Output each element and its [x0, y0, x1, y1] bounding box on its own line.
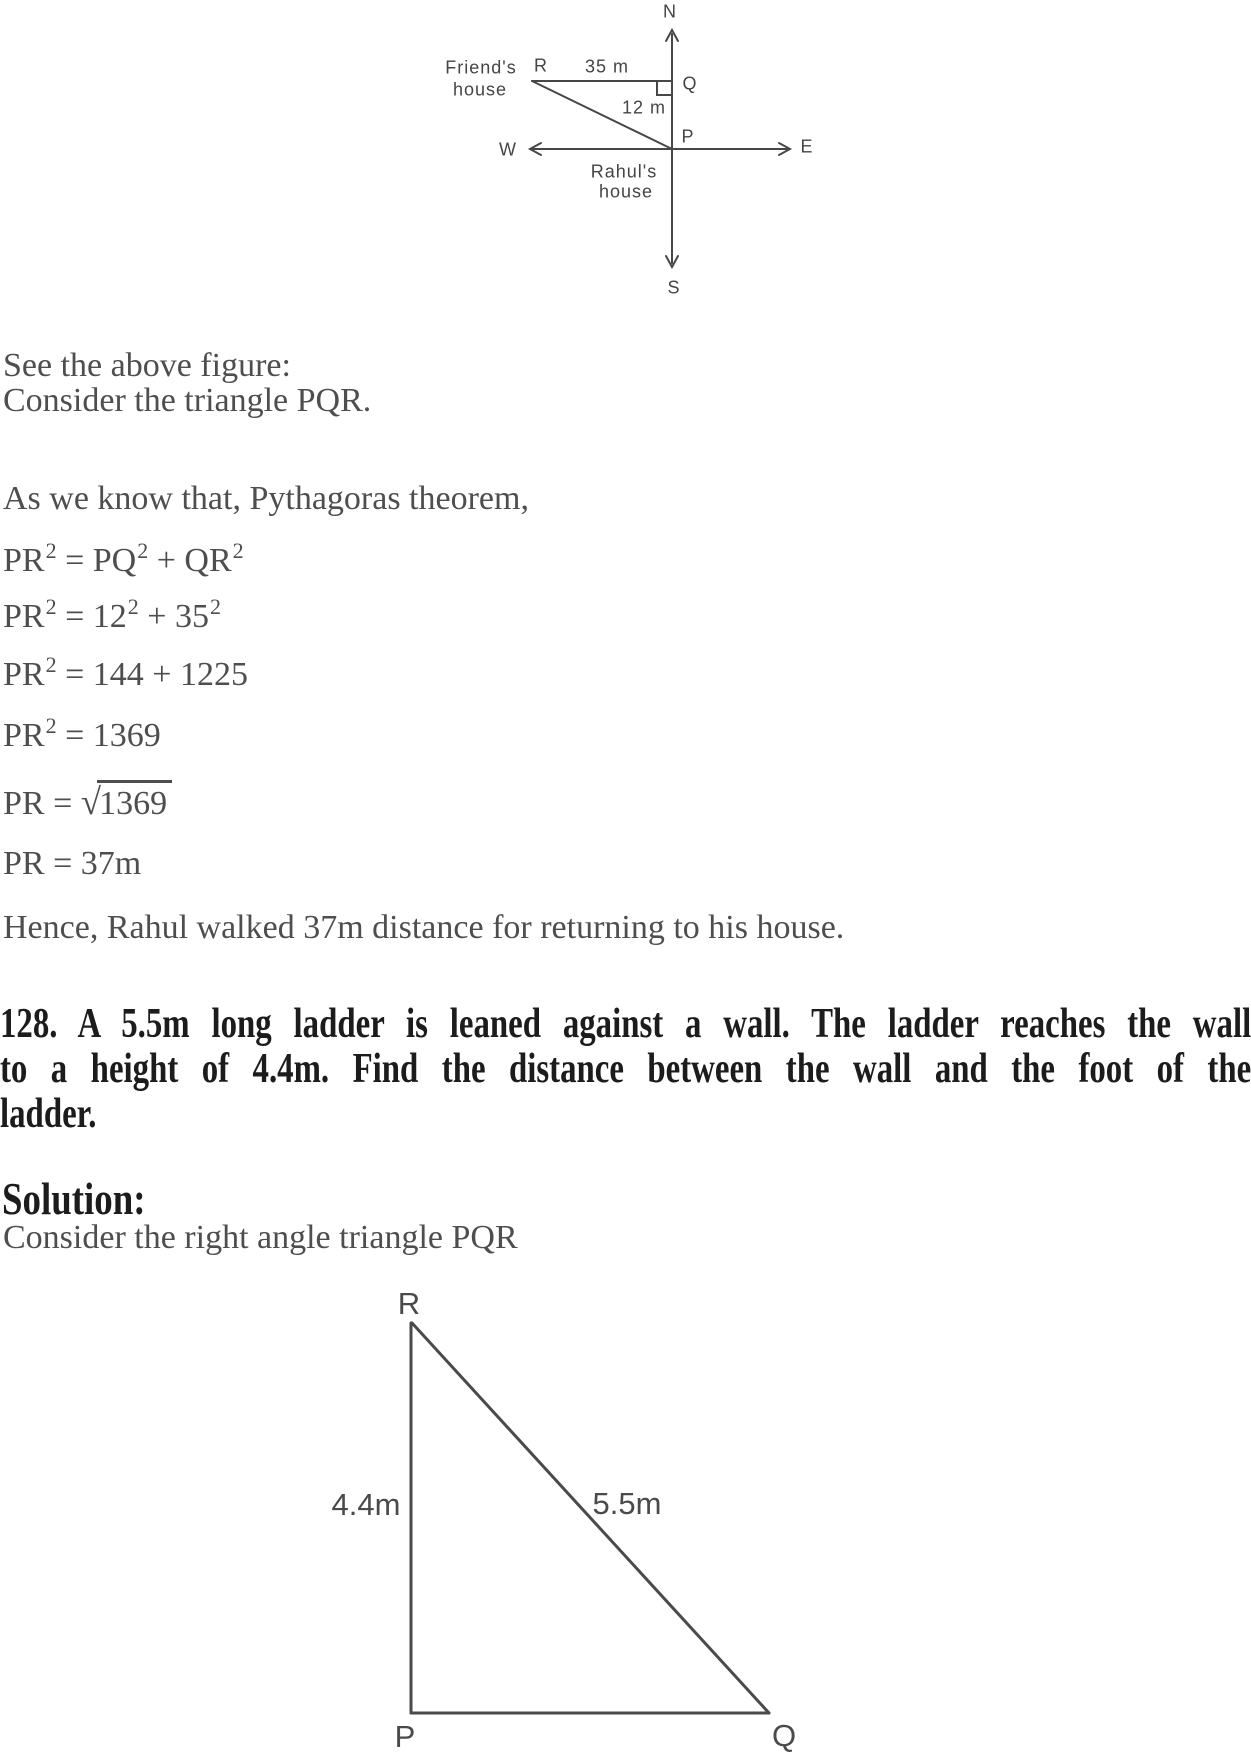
consider-triangle-line: Consider the triangle PQR.: [3, 382, 372, 419]
eq-term: + QR: [148, 542, 232, 579]
equation-substitution: [3, 594, 221, 638]
equation-pythagoras: [3, 538, 244, 582]
solution-heading: Solution:: [2, 1174, 146, 1224]
equation-result: PR = 37m: [3, 845, 142, 882]
eq-exponent: 2: [45, 594, 57, 619]
east-label: E: [800, 136, 814, 157]
eq-exponent: 2: [45, 713, 57, 738]
triangle-point-r-label: R: [397, 1286, 421, 1321]
eq-term: = PQ: [56, 542, 137, 579]
heading-line-3: ladder.: [0, 1091, 97, 1137]
eq-exponent: 2: [209, 594, 221, 619]
compass-figure-lines: [530, 30, 790, 267]
eq-exponent: 2: [232, 538, 244, 563]
hypotenuse-label: 5.5m: [592, 1486, 662, 1521]
ladder-triangle-lines: [411, 1323, 769, 1713]
eq-exponent: 2: [127, 594, 139, 619]
eq-term: = 144 + 1225: [56, 656, 248, 693]
rahuls-house-label-line2: house: [598, 181, 654, 202]
distance-qp-label: 12 m: [621, 97, 667, 118]
heading-line-1: 128. A 5.5m long ladder is leaned against a wall. The ladder reaches the wall: [0, 1001, 1251, 1047]
eq-exponent: 2: [45, 538, 57, 563]
eq-term: PR: [3, 717, 45, 754]
question-128-heading: [0, 1002, 1251, 1137]
distance-rq-label: 35 m: [584, 56, 630, 77]
radical-sign: √: [80, 782, 102, 823]
compass-figure-canvas: [420, 0, 820, 300]
equation-square-root: [3, 784, 172, 825]
height-label: 4.4m: [331, 1487, 401, 1522]
eq-term: PR: [3, 656, 45, 693]
triangle-point-q-label: Q: [771, 1718, 797, 1753]
south-label: S: [667, 277, 681, 298]
eq-term: PR: [3, 598, 45, 635]
friends-house-label-line2: house: [452, 79, 508, 100]
eq-term: PR =: [3, 785, 81, 822]
eq-term: = 12: [56, 598, 127, 635]
point-r-label: R: [534, 55, 548, 76]
consider-right-triangle-line: Consider the right angle triangle PQR: [3, 1219, 518, 1256]
equation-squares: [3, 652, 248, 696]
radicand: 1369: [97, 780, 172, 822]
rahuls-house-label-line1: Rahul's: [590, 161, 658, 182]
heading-line-2: to a height of 4.4m. Find the distance between the wall and the foot of the: [0, 1046, 1251, 1092]
eq-term: = 1369: [56, 717, 161, 754]
equation-sum: [3, 713, 161, 757]
side-rq-ladder: [412, 1323, 769, 1713]
triangle-point-p-label: P: [394, 1719, 416, 1754]
right-angle-marker: [657, 81, 672, 95]
eq-exponent: 2: [137, 538, 149, 563]
point-q-label: Q: [682, 73, 698, 94]
eq-exponent: 2: [45, 652, 57, 677]
west-label: W: [499, 139, 517, 160]
point-p-label: P: [681, 126, 695, 147]
eq-term: + 35: [138, 598, 209, 635]
pythagoras-theorem-line: As we know that, Pythagoras theorem,: [3, 480, 529, 517]
eq-term: PR: [3, 542, 45, 579]
see-figure-line: See the above figure:: [3, 347, 291, 384]
friends-house-label-line1: Friend's: [445, 57, 517, 78]
conclusion-line: Hence, Rahul walked 37m distance for returning to his house.: [3, 909, 845, 946]
north-label: N: [663, 1, 677, 22]
